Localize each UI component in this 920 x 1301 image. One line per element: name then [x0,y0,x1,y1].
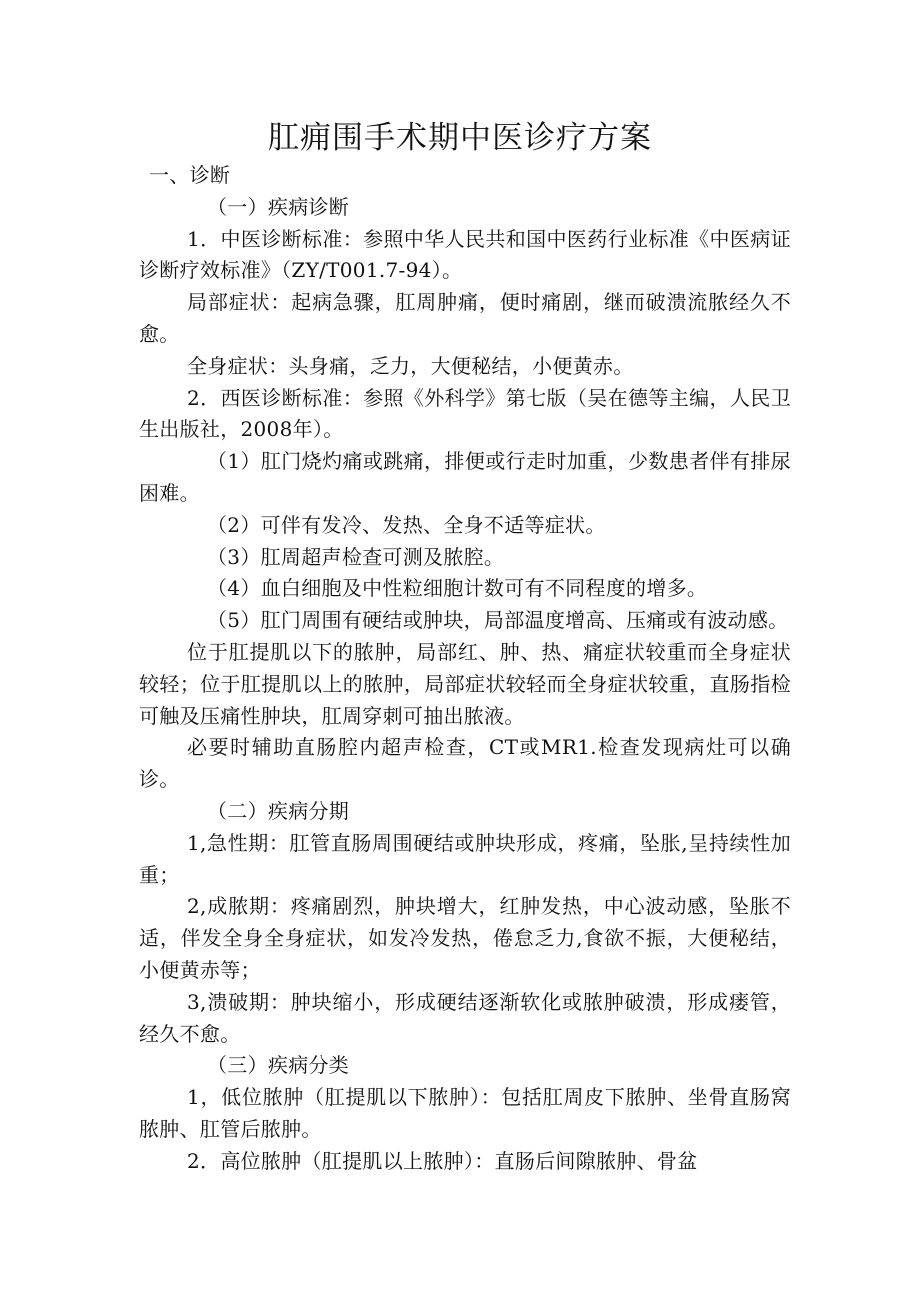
paragraph: 2．西医诊断标准：参照《外科学》第七版（吴在德等主编，人民卫生出版社，2008年）。 [139,385,791,442]
list-item: （4）血白细胞及中性粒细胞计数可有不同程度的增多。 [207,576,708,601]
paragraph: 1．中医诊断标准：参照中华人民共和国中医药行业标准《中医病证诊断疗效标准》（ZY/T001.7-94）。 [139,226,791,283]
paragraph: 3,溃破期：肿块缩小，形成硬结逐渐软化或脓肿破溃，形成瘘管，经久不愈。 [139,989,791,1046]
subsection-heading: （三）疾病分类 [207,1053,350,1078]
subsection-heading: （二）疾病分期 [207,798,350,823]
paragraph: 2．高位脓肿（肛提肌以上脓肿）：直肠后间隙脓肿、骨盆 [187,1148,698,1173]
list-item: （2）可伴有发冷、发热、全身不适等症状。 [207,512,606,537]
paragraph: 全身症状：头身痛，乏力，大便秘结，小便黄赤。 [187,353,634,378]
subsection-heading: （一）疾病诊断 [207,194,350,219]
section-heading: 一、诊断 [149,163,231,187]
paragraph: 1，低位脓肿（肛提肌以下脓肿）：包括肛周皮下脓肿、坐骨直肠窝脓肿、肛管后脓肿。 [139,1085,791,1141]
paragraph: 必要时辅助直肠腔内超声检查，CT或MR1.检查发现病灶可以确诊。 [139,735,791,792]
paragraph: 1,急性期：肛管直肠周围硬结或肿块形成，疼痛，坠胀,呈持续性加重； [139,830,791,887]
list-item: （1）肛门烧灼痛或跳痛，排便或行走时加重，少数患者伴有排尿困难。 [139,449,791,505]
paragraph: 位于肛提肌以下的脓肿，局部红、肿、热、痛症状较重而全身症状较轻；位于肛提肌以上的脓肿，局部症状较轻而全身症状较重，直肠指检可触及压痛性肿块，肛周穿刺可抽出脓液。 [139,639,791,728]
document-title: 肛痈围手术期中医诊疗方案 [268,120,652,156]
paragraph: 2,成脓期：疼痛剧烈，肿块增大，红肿发热，中心波动感，坠胀不适，伴发全身全身症状，如发冷发热，倦怠乏力,食欲不振，大便秘结，小便黄赤等； [139,894,791,982]
list-item: （3）肛周超声检查可测及脓腔。 [207,544,505,569]
paragraph: 局部症状：起病急骤，肛周肿痛，便时痛剧，继而破溃流脓经久不愈。 [139,290,791,346]
document-body [139,160,791,1178]
list-item: （5）肛门周围有硬结或肿块，局部温度增高、压痛或有波动感。 [207,608,789,633]
